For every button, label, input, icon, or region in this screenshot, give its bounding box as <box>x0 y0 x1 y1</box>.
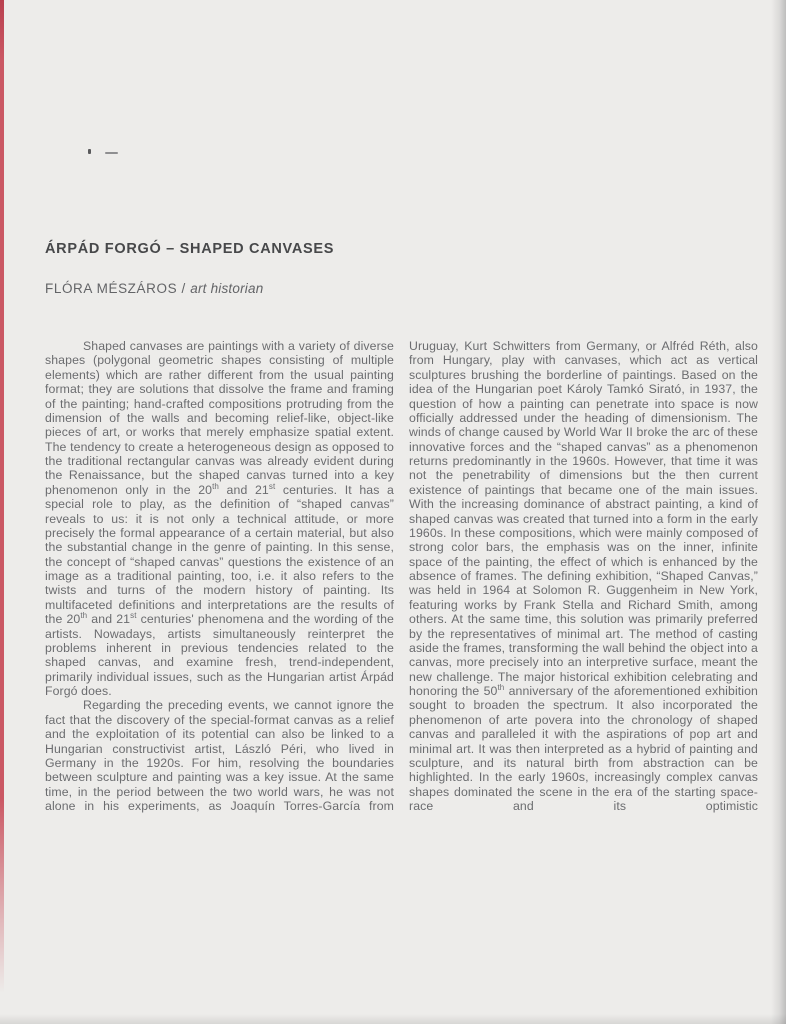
author-role: art historian <box>190 281 264 296</box>
page-content <box>45 0 758 813</box>
paragraph: Uruguay, Kurt Schwitters from Germany, or Alfréd Réth, also from Hungary, play with canvases, which act as vertical sculptures brushing the borderline of paintings. Based on the idea of the Hungarian poet Károly Tamkó Sirató, in 1937, the question of how a painting can penetrate into space is now officially addressed under the heading of dimensionism. The winds of change caused by World War II broke the arc of these innovative forces and the “shaped canvas” as a phenomenon returns predominantly in the 1960s. However, that time it was not the penetrability of dimensions but the then current existence of paintings that became one of the main issues. With the increasing dominance of abstract painting, a kind of shaped canvas was created that turned into a form in the early 1960s. In these compositions, which were mainly composed of strong color bars, the emphasis was on the inner, infinite space of the painting, the effect of which is enhanced by the absence of frames. The defining exhibition, “Shaped Canvas,” was held in 1964 at Solomon R. Guggenheim in New York, featuring works by Frank Stella and Richard Smith, among others. At the same time, this solution was primarily preferred by the representatives of minimal art. The method of casting aside the frames, transforming the wall behind the object into a canvas, more precisely into an interpretive surface, meant the new challenge. The major historical exhibition celebrating and honoring the 50th anniversary of the aforementioned exhibition sought to broaden the spectrum. It also incorporated the phenomenon of arte povera into the chronology of shaped canvas and paralleled it with the aspirations of pop art and minimal art. It was then interpreted as a hybrid of painting and sculpture, and its natural birth from abstraction can be highlighted. In the early 1960s, increasingly complex canvas shapes dominated the scene in the era of the starting space-race and its optimistic <box>409 339 758 813</box>
column-right <box>409 339 758 813</box>
paragraph: Regarding the preceding events, we cannot ignore the fact that the discovery of the special-format canvas as a relief and the exploitation of its potential can also be linked to a Hungarian constructivist artist, László Péri, who lived in Germany in the 1920s. For him, resolving the boundaries between sculpture and painting was a key issue. At the same time, in the period between the two world wars, he was not alone in his experiments, as Joaquín Torres-García from <box>45 698 394 813</box>
byline-separator: / <box>181 281 186 296</box>
column-left <box>45 339 394 813</box>
article-columns <box>45 339 758 813</box>
book-spine-edge <box>0 0 4 1024</box>
scan-bottom-shadow <box>0 1014 786 1024</box>
byline <box>45 281 758 296</box>
page-edge-shadow <box>771 0 786 1024</box>
paragraph: Shaped canvases are paintings with a variety of diverse shapes (polygonal geometric shapes consisting of multiple elements) which are rather different from the usual painting format; they are solutions that dissolve the frame and framing of the painting; hand-crafted compositions protruding from the dimension of the walls and becoming relief-like, object-like pieces of art, or works that merely emphasize spatial extent. The tendency to create a heterogeneous design as opposed to the traditional rectangular canvas was already evident during the Renaissance, but the shaped canvas turned into a key phenomenon only in the 20th and 21st centuries. It has a special role to play, as the definition of “shaped canvas” reveals to us: it is not only a technical attitude, or more precisely the formal appearance of a certain material, but also the substantial change in the genre of painting. In this sense, the concept of “shaped canvas” questions the existence of an image as a traditional painting, too, i.e. it also refers to the twists and turns of the modern history of painting. Its multifaceted definitions and interpretations are the results of the 20th and 21st centuries' phenomena and the wording of the artists. Nowadays, artists simultaneously reinterpret the problems inherent in previous tendencies related to the shaped canvas, and examine fresh, trend-independent, primarily individual issues, such as the Hungarian artist Árpád Forgó does. <box>45 339 394 698</box>
author-name: FLÓRA MÉSZÁROS <box>45 281 178 296</box>
article-title: ÁRPÁD FORGÓ – SHAPED CANVASES <box>45 241 335 257</box>
